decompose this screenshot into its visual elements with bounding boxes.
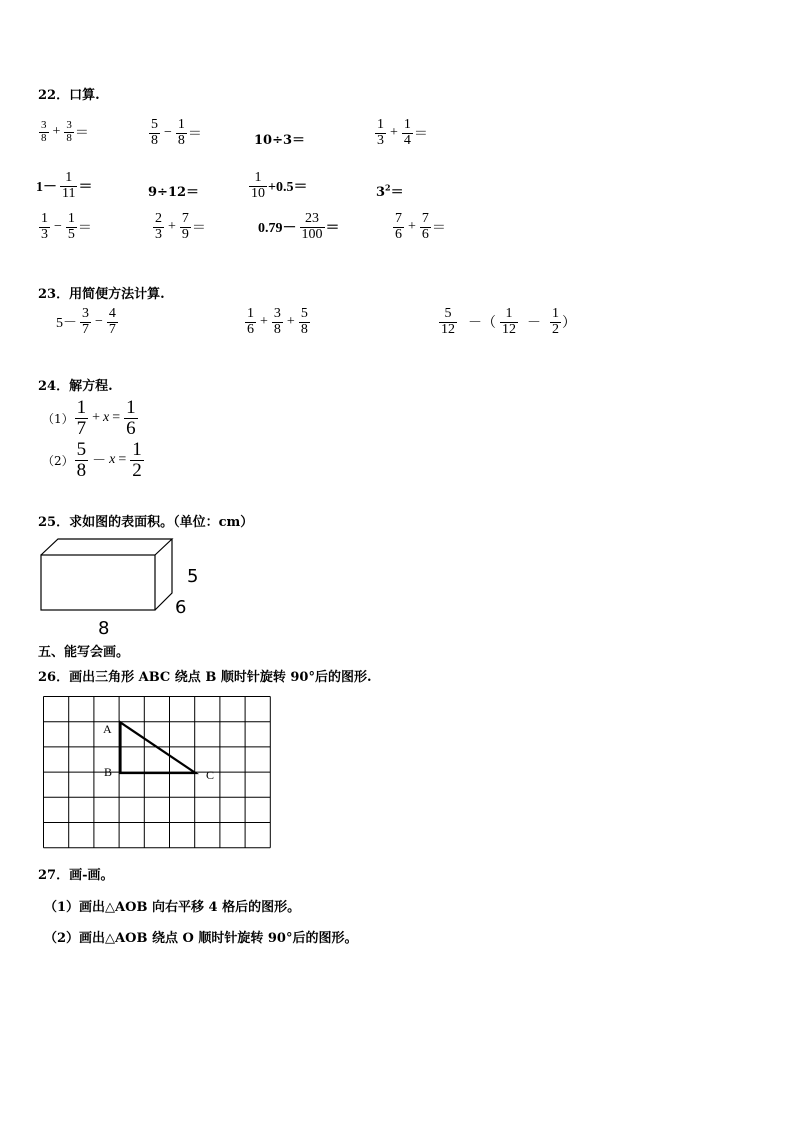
q22-r2-b: 9÷12＝ — [148, 185, 200, 200]
q22-r3-d: $\frac{7}{6}$ + $\frac{7}{6}$ ＝ — [395, 211, 446, 242]
point-c-label: C — [206, 768, 215, 782]
cuboid-height-label: 5 — [187, 566, 199, 587]
q22-r3-a: $\frac{1}{3}$ − $\frac{1}{5}$ ＝ — [41, 211, 92, 242]
cuboid-width-label: 6 — [175, 597, 187, 618]
q24-equation-1: （1） $\frac{1}{7}$ + x = $\frac{1}{6}$ — [42, 397, 136, 439]
q24-title: 24．解方程. — [38, 379, 113, 394]
q23-expr-2: $\frac{1}{6}$ + $\frac{3}{8}$ + $\frac{5}{8}$ — [247, 306, 308, 337]
q22-r2-d: $3^2=$ — [376, 182, 404, 200]
cuboid-length-label: 8 — [98, 618, 110, 639]
point-a-label: A — [103, 722, 112, 736]
q22-r1-b: $\frac{5}{8}$ − $\frac{1}{8}$ ＝ — [151, 117, 202, 148]
q23-expr-3: $\frac{5}{12}$ －（ $\frac{1}{12}$ － $\frac{1}{2}$ ） — [441, 306, 576, 337]
q26-title: 26．画出三角形 ABC 绕点 B 顺时针旋转 90°后的图形. — [38, 670, 372, 685]
q27-sub-1: （1）画出△AOB 向右平移 4 格后的图形。 — [44, 900, 301, 915]
section-5-heading: 五、能写会画。 — [38, 645, 130, 660]
q22-r2-a: 1－ $\frac{1}{11}$ ＝ — [36, 170, 93, 201]
q27-title: 27．画-画。 — [38, 868, 114, 883]
triangle-abc — [121, 723, 196, 774]
q22-r3-b: $\frac{2}{3}$ + $\frac{7}{9}$ ＝ — [155, 211, 206, 242]
q22-title: 22．口算. — [38, 88, 100, 103]
q27-sub-2: （2）画出△AOB 绕点 O 顺时针旋转 90°后的图形。 — [44, 931, 358, 946]
q22-r1-d: $\frac{1}{3}$ + $\frac{1}{4}$ ＝ — [377, 117, 428, 148]
q22-r2-c: $\frac{1}{10}$ +0.5＝ — [251, 170, 308, 201]
q22-r1-c: 10÷3＝ — [254, 133, 306, 148]
rotation-grid — [42, 696, 274, 851]
cuboid-figure — [38, 534, 178, 614]
q22-r1-a: $\frac{3}{8}$ + $\frac{3}{8}$ ＝ — [41, 119, 89, 144]
q23-expr-1: 5－ $\frac{3}{7}$ − $\frac{4}{7}$ — [56, 306, 116, 337]
q23-title: 23．用简便方法计算. — [38, 287, 165, 302]
q25-title: 25．求如图的表面积。（单位：cm） — [38, 515, 254, 530]
point-b-label: B — [104, 765, 113, 779]
q24-equation-2: （2） $\frac{5}{8}$ － x = $\frac{1}{2}$ — [42, 439, 142, 481]
q22-r3-c: 0.79－ $\frac{23}{100}$ ＝ — [258, 211, 340, 242]
